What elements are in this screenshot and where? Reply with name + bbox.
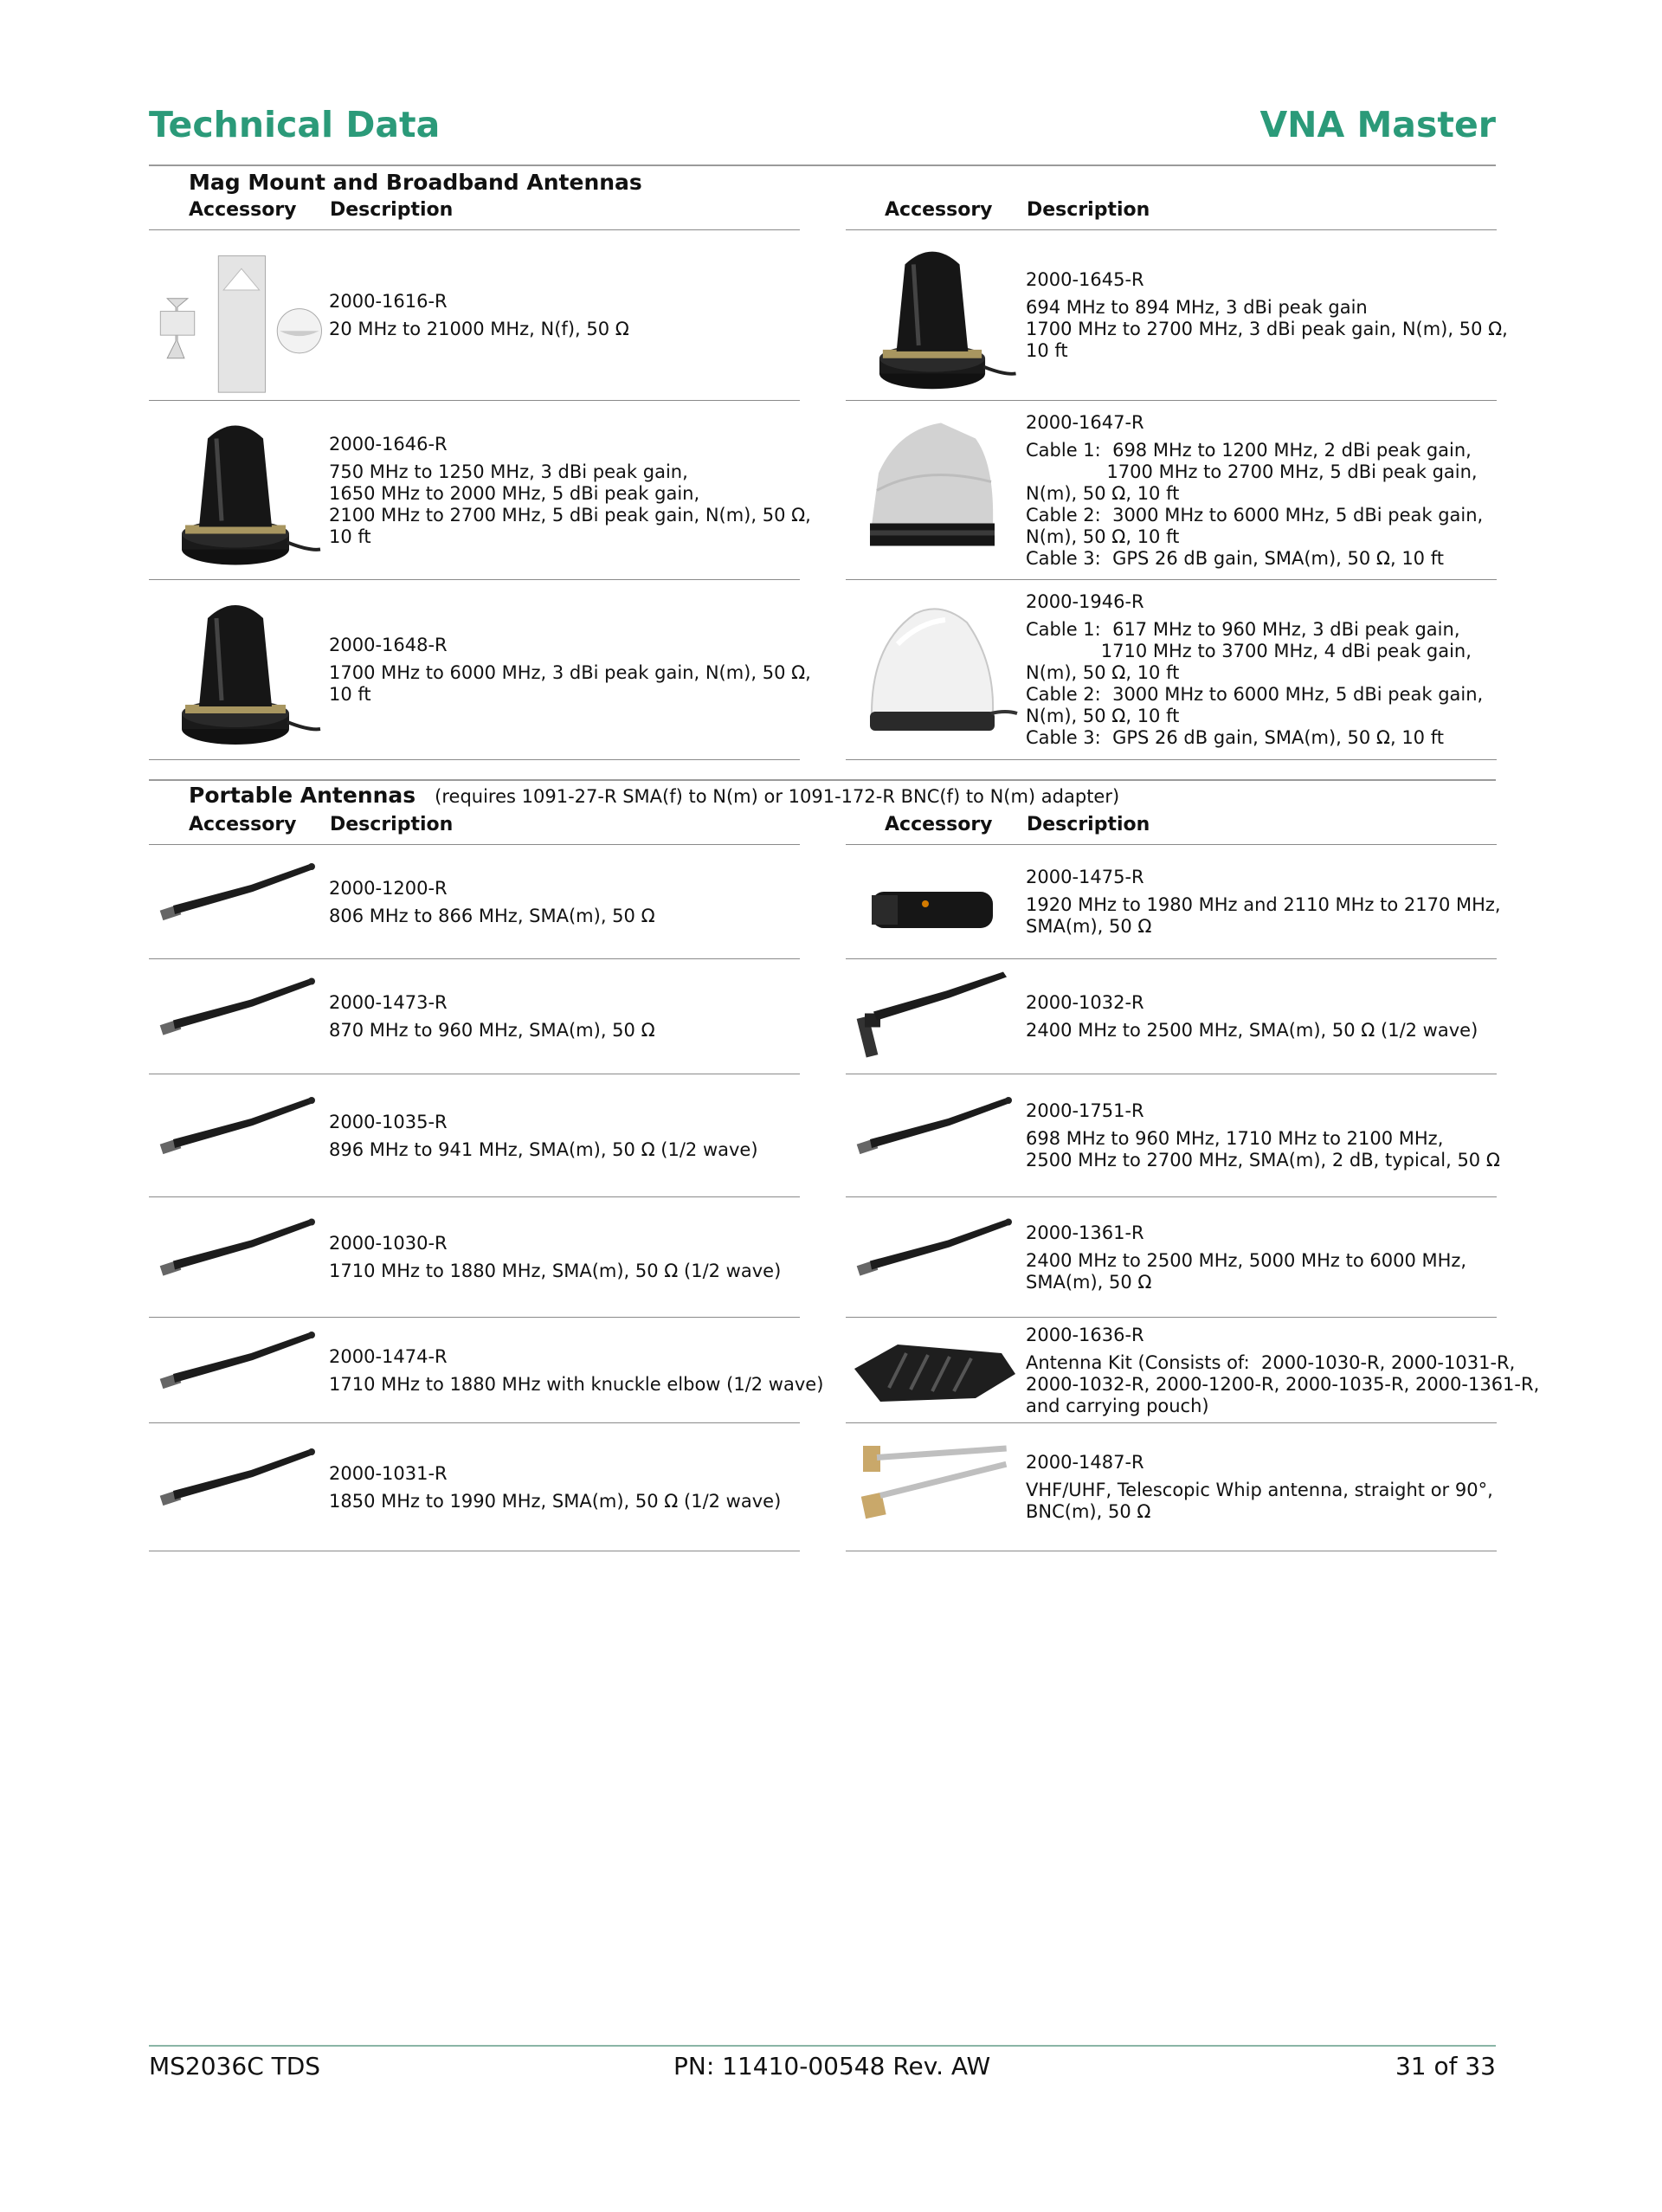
- description-line: 870 MHz to 960 MHz, SMA(m), 50 Ω: [329, 1020, 655, 1041]
- description-line: 694 MHz to 894 MHz, 3 dBi peak gain: [1026, 297, 1368, 318]
- part-number: 2000-1031-R: [329, 1462, 448, 1484]
- accessory-description: [329, 1074, 796, 1197]
- footer-doc-id: MS2036C TDS: [149, 2052, 321, 2080]
- header-divider: [149, 164, 1496, 166]
- part-number: 2000-1487-R: [1026, 1452, 1144, 1473]
- description-line: BNC(m), 50 Ω: [1026, 1501, 1151, 1522]
- section-title-mag-mount: Mag Mount and Broadband Antennas: [189, 170, 642, 195]
- accessory-description: [1026, 959, 1493, 1074]
- column-header-description: Description: [1027, 814, 1150, 835]
- white-dome-antenna-icon: [846, 580, 1019, 760]
- whip-antenna-icon: [846, 1197, 1019, 1318]
- accessory-description: [1026, 845, 1501, 959]
- accessory-row: [846, 1074, 1500, 1197]
- whip-antenna-icon: [149, 1197, 322, 1318]
- accessory-row: [846, 1423, 1497, 1551]
- part-number: 2000-1636-R: [1026, 1324, 1144, 1345]
- description-line: 2400 MHz to 2500 MHz, 5000 MHz to 6000 MHz,: [1026, 1249, 1467, 1271]
- elbow-antenna-icon: [846, 959, 1019, 1074]
- whip-antenna-icon: [149, 959, 322, 1074]
- accessory-row: [149, 1423, 800, 1551]
- description-line: 1700 MHz to 6000 MHz, 3 dBi peak gain, N(m), 50 Ω,: [329, 662, 811, 683]
- section-note: (requires 1091-27-R SMA(f) to N(m) or 1091-172-R BNC(f) to N(m) adapter): [435, 786, 1120, 807]
- accessory-description: [1026, 1074, 1500, 1197]
- description-line: 2000-1032-R, 2000-1200-R, 2000-1035-R, 2000-1361-R,: [1026, 1373, 1540, 1395]
- description-line: Antenna Kit (Consists of: 2000-1030-R, 2000-1031-R,: [1026, 1351, 1516, 1373]
- description-line: 2500 MHz to 2700 MHz, SMA(m), 2 dB, typical, 50 Ω: [1026, 1150, 1500, 1170]
- accessory-row: [846, 580, 1497, 760]
- whip-antenna-icon: [149, 845, 322, 959]
- whip-antenna-icon: [149, 1423, 322, 1551]
- part-number: 2000-1645-R: [1026, 269, 1144, 290]
- accessory-row: [149, 959, 800, 1074]
- accessory-description: [329, 1318, 824, 1423]
- part-number: 2000-1032-R: [1026, 992, 1144, 1013]
- accessory-description: [1026, 1423, 1493, 1551]
- accessory-description: [1026, 1318, 1540, 1423]
- antenna-kit-pouch-icon: [846, 1318, 1019, 1423]
- telescopic-whip-icon: [846, 1423, 1019, 1551]
- accessory-row: [846, 1197, 1497, 1318]
- accessory-row: [846, 1318, 1540, 1423]
- description-line: 750 MHz to 1250 MHz, 3 dBi peak gain,: [329, 461, 688, 482]
- row-divider: [149, 759, 800, 760]
- footer-part-number: PN: 11410-00548 Rev. AW: [673, 2052, 991, 2080]
- part-number: 2000-1646-R: [329, 433, 448, 455]
- description-line: 698 MHz to 960 MHz, 1710 MHz to 2100 MHz,: [1026, 1128, 1444, 1149]
- accessory-row: [149, 401, 811, 580]
- accessory-description: [1026, 230, 1508, 401]
- description-line: SMA(m), 50 Ω: [1026, 916, 1152, 937]
- whip-antenna-icon: [149, 1318, 322, 1423]
- section-title-text: Portable Antennas: [189, 783, 416, 808]
- column-header-accessory: Accessory: [189, 814, 297, 835]
- description-line: N(m), 50 Ω, 10 ft: [1026, 662, 1180, 683]
- column-header-description: Description: [330, 814, 454, 835]
- column-header-accessory: Accessory: [885, 814, 993, 835]
- part-number: 2000-1647-R: [1026, 411, 1144, 433]
- accessory-row: [149, 230, 800, 401]
- description-line: Cable 2: 3000 MHz to 6000 MHz, 5 dBi peak gain,: [1026, 504, 1484, 526]
- accessory-row: [846, 230, 1508, 401]
- accessory-description: [329, 1423, 796, 1551]
- description-line: Cable 3: GPS 26 dB gain, SMA(m), 50 Ω, 10 ft: [1026, 727, 1444, 748]
- part-number: 2000-1946-R: [1026, 591, 1144, 612]
- description-line: 1710 MHz to 1880 MHz, SMA(m), 50 Ω (1/2 wave): [329, 1261, 782, 1281]
- accessory-description: [329, 959, 796, 1074]
- part-number: 2000-1474-R: [329, 1345, 448, 1367]
- accessory-description: [329, 580, 811, 760]
- description-line: SMA(m), 50 Ω: [1026, 1271, 1152, 1293]
- accessory-description: [329, 401, 811, 580]
- part-number: 2000-1200-R: [329, 877, 448, 899]
- accessory-row: [846, 959, 1497, 1074]
- accessory-description: [1026, 1197, 1493, 1318]
- part-number: 2000-1751-R: [1026, 1100, 1144, 1121]
- gray-dome-antenna-icon: [846, 401, 1019, 580]
- accessory-description: [329, 1197, 796, 1318]
- description-line: 896 MHz to 941 MHz, SMA(m), 50 Ω (1/2 wave): [329, 1138, 758, 1160]
- description-line: Cable 1: 698 MHz to 1200 MHz, 2 dBi peak gain,: [1026, 439, 1472, 461]
- description-line: 1850 MHz to 1990 MHz, SMA(m), 50 Ω (1/2 wave): [329, 1490, 782, 1512]
- mag-mount-antenna-icon: [846, 230, 1019, 401]
- column-header-description: Description: [330, 199, 454, 221]
- mag-mount-antenna-icon: [149, 580, 322, 760]
- description-line: 1700 MHz to 2700 MHz, 3 dBi peak gain, N(m), 50 Ω,: [1026, 319, 1508, 339]
- accessory-row: [149, 580, 811, 760]
- accessory-row: [149, 1074, 800, 1197]
- document-title: Technical Data: [149, 104, 441, 145]
- description-line: N(m), 50 Ω, 10 ft: [1026, 706, 1180, 726]
- description-line: 10 ft: [1026, 340, 1068, 361]
- description-line: N(m), 50 Ω, 10 ft: [1026, 482, 1180, 504]
- footer-divider: [149, 2045, 1496, 2047]
- column-header-accessory: Accessory: [885, 199, 993, 221]
- description-line: VHF/UHF, Telescopic Whip antenna, straight or 90°,: [1026, 1480, 1493, 1500]
- accessory-row: [149, 1197, 800, 1318]
- description-line: 806 MHz to 866 MHz, SMA(m), 50 Ω: [329, 905, 655, 926]
- description-line: 1920 MHz to 1980 MHz and 2110 MHz to 2170 MHz,: [1026, 894, 1501, 915]
- part-number: 2000-1648-R: [329, 635, 448, 655]
- part-number: 2000-1616-R: [329, 291, 448, 312]
- description-line: 20 MHz to 21000 MHz, N(f), 50 Ω: [329, 319, 629, 339]
- accessory-row: [149, 1318, 824, 1423]
- flat-panel-antenna-icon: [149, 230, 322, 401]
- mag-mount-antenna-icon: [149, 401, 322, 580]
- description-line: 2100 MHz to 2700 MHz, 5 dBi peak gain, N(m), 50 Ω,: [329, 504, 811, 526]
- description-line: 2400 MHz to 2500 MHz, SMA(m), 50 Ω (1/2 wave): [1026, 1020, 1478, 1041]
- section-divider: [149, 779, 1496, 781]
- part-number: 2000-1035-R: [329, 1111, 448, 1132]
- description-line: and carrying pouch): [1026, 1395, 1209, 1416]
- accessory-description: [1026, 401, 1493, 580]
- whip-antenna-icon: [149, 1074, 322, 1197]
- part-number: 2000-1473-R: [329, 992, 448, 1013]
- description-line: 1710 MHz to 1880 MHz with knuckle elbow (1/2 wave): [329, 1373, 824, 1395]
- description-line: 1650 MHz to 2000 MHz, 5 dBi peak gain,: [329, 482, 700, 504]
- row-divider: [846, 759, 1497, 760]
- accessory-row: [149, 845, 800, 959]
- description-line: 1710 MHz to 3700 MHz, 4 dBi peak gain,: [1026, 641, 1472, 661]
- part-number: 2000-1361-R: [1026, 1222, 1144, 1243]
- stubby-antenna-icon: [846, 845, 1019, 959]
- accessory-description: [329, 230, 796, 401]
- column-header-description: Description: [1027, 199, 1150, 221]
- description-line: 10 ft: [329, 684, 371, 705]
- description-line: 1700 MHz to 2700 MHz, 5 dBi peak gain,: [1026, 461, 1478, 482]
- description-line: N(m), 50 Ω, 10 ft: [1026, 526, 1180, 547]
- part-number: 2000-1030-R: [329, 1233, 448, 1254]
- accessory-description: [1026, 580, 1493, 760]
- part-number: 2000-1475-R: [1026, 867, 1144, 887]
- whip-antenna-icon: [846, 1074, 1019, 1197]
- accessory-description: [329, 845, 796, 959]
- description-line: Cable 3: GPS 26 dB gain, SMA(m), 50 Ω, 10 ft: [1026, 547, 1444, 569]
- column-header-accessory: Accessory: [189, 199, 297, 221]
- accessory-row: [846, 845, 1501, 959]
- footer-page-number: 31 of 33: [1395, 2052, 1496, 2080]
- section-title-portable: [189, 783, 1119, 808]
- accessory-row: [846, 401, 1497, 580]
- product-title: VNA Master: [1259, 104, 1496, 145]
- description-line: Cable 2: 3000 MHz to 6000 MHz, 5 dBi peak gain,: [1026, 684, 1484, 705]
- description-line: Cable 1: 617 MHz to 960 MHz, 3 dBi peak gain,: [1026, 619, 1460, 640]
- description-line: 10 ft: [329, 526, 371, 547]
